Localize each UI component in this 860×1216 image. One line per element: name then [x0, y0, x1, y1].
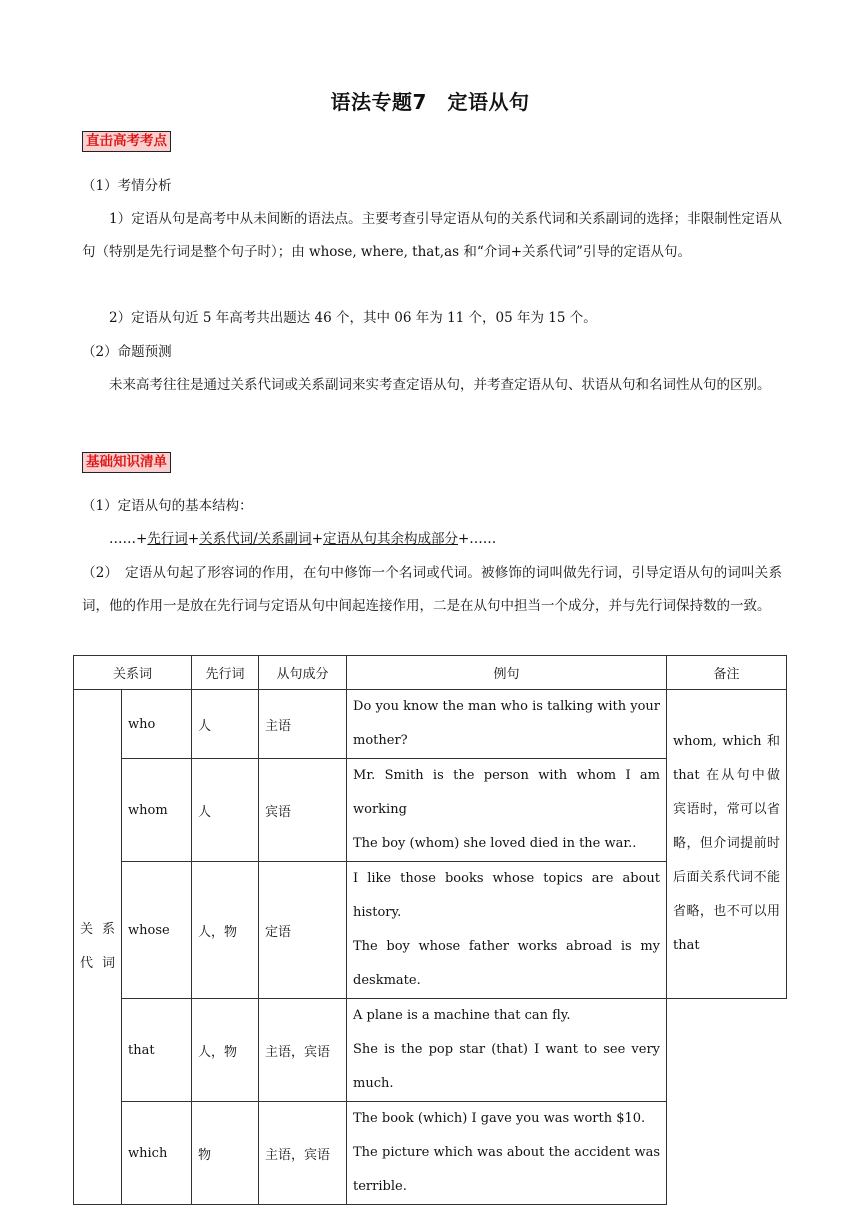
- row-example: Do you know the man who is talking with your mother?: [347, 690, 667, 759]
- structure-formula: [82, 523, 782, 556]
- row-word: whom: [122, 759, 192, 862]
- row-example: [347, 759, 667, 862]
- header-relative-word: 关系词: [74, 656, 192, 690]
- table-header-row: [74, 656, 787, 690]
- subheading-prediction: （2）命题预测: [82, 344, 172, 360]
- row-antecedent: 人，物: [192, 999, 259, 1102]
- row-role: 主语，宾语: [259, 1102, 347, 1205]
- row-word: that: [122, 999, 192, 1102]
- table-row: [74, 690, 787, 759]
- example-line: The book (which) I gave you was worth $10.: [353, 1111, 646, 1126]
- paragraph-prediction: 未来高考往往是通过关系代词或关系副词来实考查定语从句，并考查定语从句、状语从句和名词性从句的区别。: [109, 377, 771, 393]
- structure-relative-word: 关系代词/关系副词: [199, 531, 312, 547]
- example-line: A plane is a machine that can fly.: [353, 1008, 571, 1023]
- paragraph-definition: （2） 定语从句起了形容词的作用，在句中修饰一个名词或代词。被修饰的词叫做先行词，引导定语从句的词叫关系词，他的作用一是放在先行词与定语从句中间起连接作用，二是在从句中担当一个成分，并与先行词保持数的一致。: [82, 565, 782, 614]
- row-antecedent: 人: [192, 759, 259, 862]
- example-line: The boy whose father works abroad is my deskmate.: [353, 939, 661, 988]
- structure-dots-start: ……+: [109, 531, 148, 547]
- example-line: Mr. Smith is the person with whom I am working: [353, 768, 661, 817]
- section-tag-basics: 基础知识清单: [82, 452, 171, 473]
- page-title: 语法专题7 定语从句: [330, 90, 530, 114]
- paragraph-analysis-1: 1）定语从句是高考中从未间断的语法点。主要考查引导定语从句的关系代词和关系副词的选择；非限制性定语从句（特别是先行词是整个句子时）；由 whose, where, that,as 和“介词+关系代词”引导的定语从句。: [82, 211, 782, 260]
- row-word: which: [122, 1102, 192, 1205]
- paragraph-analysis-2: 2）定语从句近 5 年高考共出题达 46 个，其中 06 年为 11 个，05 年为 15 个。: [109, 310, 597, 326]
- example-line: The picture which was about the accident was terrible.: [353, 1145, 661, 1194]
- row-example: [347, 1102, 667, 1205]
- row-antecedent: 物: [192, 1102, 259, 1205]
- structure-plus: +: [311, 531, 323, 547]
- section-tag-exam-points: 直击高考考点: [82, 131, 171, 152]
- header-clause-role: 从句成分: [259, 656, 347, 690]
- header-example: 例句: [347, 656, 667, 690]
- row-example: [347, 999, 667, 1102]
- example-line: She is the pop star (that) I want to see very much.: [353, 1042, 661, 1091]
- example-line: The boy (whom) she loved died in the war..: [353, 836, 637, 851]
- row-role: 定语: [259, 862, 347, 999]
- subheading-structure: （1）定语从句的基本结构：: [82, 498, 253, 514]
- row-role: 宾语: [259, 759, 347, 862]
- row-antecedent: 人: [192, 690, 259, 759]
- structure-dots-end: +……: [458, 531, 497, 547]
- header-note: 备注: [667, 656, 787, 690]
- note-cell: whom, which 和 that 在从句中做宾语时，常可以省略，但介词提前时后面关系代词不能省略，也不可以用 that: [667, 690, 787, 999]
- row-role: 主语: [259, 690, 347, 759]
- row-antecedent: 人，物: [192, 862, 259, 999]
- example-line: I like those books whose topics are about history.: [353, 871, 661, 920]
- row-word: who: [122, 690, 192, 759]
- row-word: whose: [122, 862, 192, 999]
- header-antecedent: 先行词: [192, 656, 259, 690]
- relative-pronoun-table: [73, 655, 787, 1205]
- structure-plus: +: [187, 531, 200, 547]
- table-row: [74, 1102, 787, 1205]
- group-label: 关系代词: [74, 690, 122, 1205]
- row-role: 主语，宾语: [259, 999, 347, 1102]
- structure-antecedent: 先行词: [147, 531, 188, 547]
- table-row: [74, 999, 787, 1102]
- row-example: [347, 862, 667, 999]
- structure-clause-rest: 定语从句其余构成部分: [323, 531, 458, 547]
- subheading-analysis: （1）考情分析: [82, 178, 172, 194]
